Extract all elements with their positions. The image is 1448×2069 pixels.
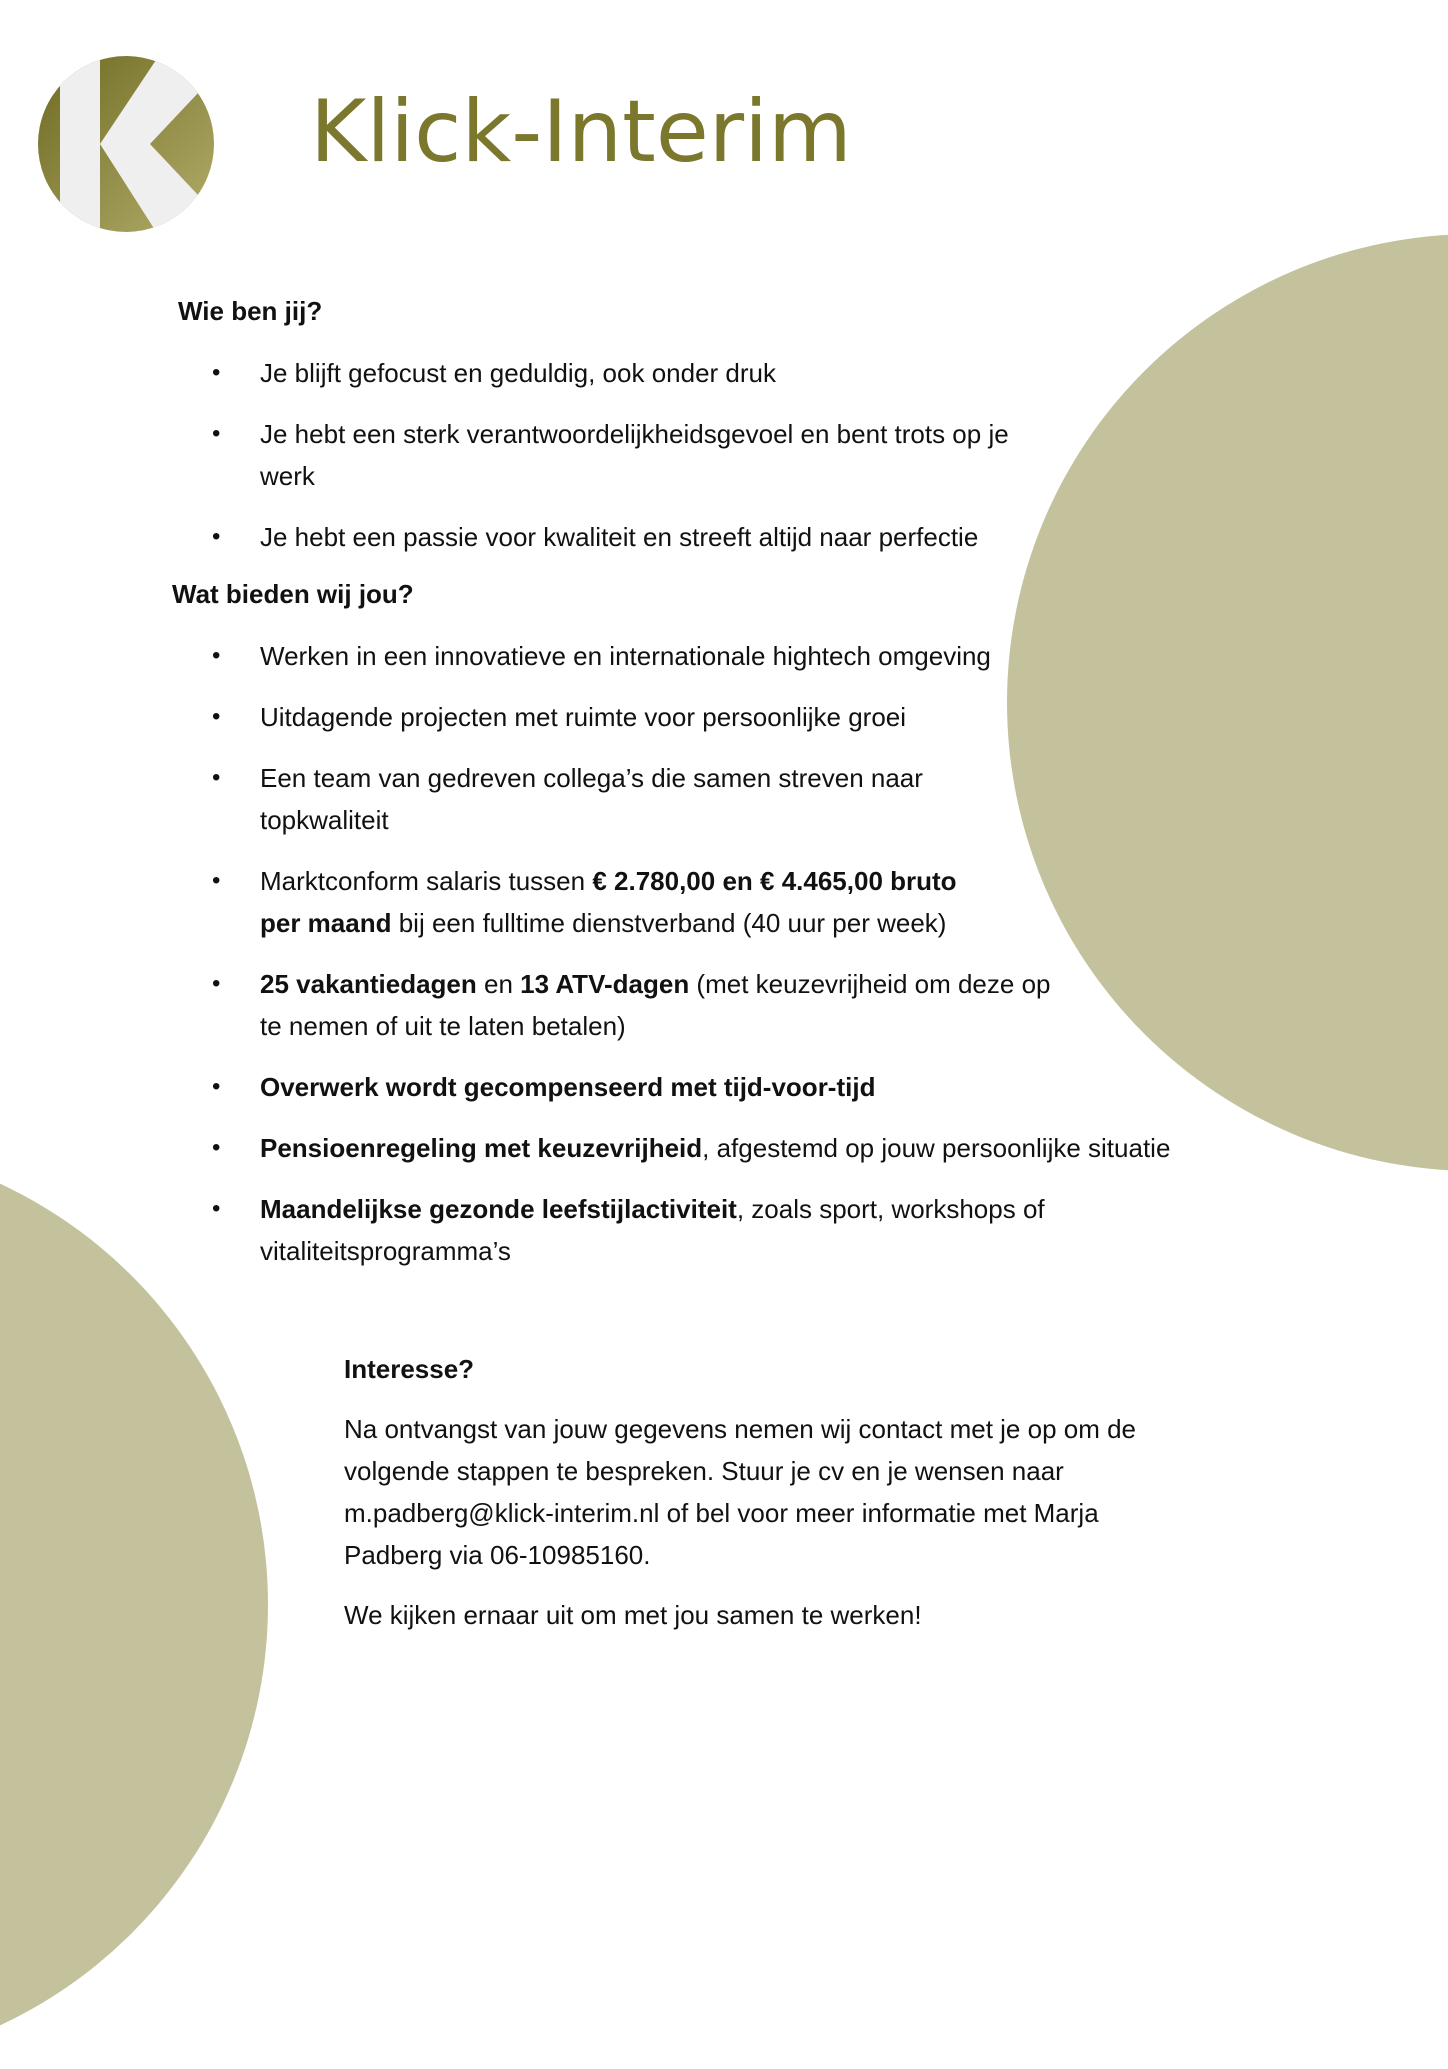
brand-name: Klick-Interim — [310, 82, 852, 182]
who-list — [212, 352, 1292, 577]
heading-offer: Wat bieden wij jou? — [172, 579, 414, 609]
list-item: • Pensioenregeling met keuzevrijheid, afgestemd op jouw persoonlijke situatie — [212, 1127, 1292, 1169]
offer-list — [212, 635, 1292, 1291]
list-item: • Je hebt een sterk verantwoordelijkheidsgevoel en bent trots op je werk — [212, 413, 1292, 497]
list-item: • Maandelijkse gezonde leefstijlactiviteit, zoals sport, workshops of vitaliteitsprogramma’s — [212, 1188, 1292, 1272]
list-item: • Je hebt een passie voor kwaliteit en streeft altijd naar perfectie — [212, 516, 1292, 558]
contact-section — [344, 1348, 1244, 1654]
heading-who: Wie ben jij? — [178, 296, 323, 326]
list-item: • Werken in een innovatieve en internationale hightech omgeving — [212, 635, 1292, 677]
closing-line: We kijken ernaar uit om met jou samen te werken! — [344, 1600, 922, 1630]
list-item: • Een team van gedreven collega’s die samen streven naar topkwaliteit — [212, 757, 1292, 841]
list-item: • Marktconform salaris tussen € 2.780,00 en € 4.465,00 bruto per maand bij een fulltime dienstverband (40 uur per week) — [212, 860, 1292, 944]
klick-interim-logo — [38, 56, 214, 232]
list-item: • Je blijft gefocust en geduldig, ook onder druk — [212, 352, 1292, 394]
list-item: • Overwerk wordt gecompenseerd met tijd-voor-tijd — [212, 1066, 1292, 1108]
heading-interest: Interesse? — [344, 1354, 475, 1384]
contact-paragraph: Na ontvangst van jouw gegevens nemen wij contact met je op om de volgende stappen te bespreken. Stuur je cv en je wensen naar m.padberg@klick-interim.nl of bel voor meer informatie met Marja Padberg via 06-10985160. — [344, 1414, 1137, 1570]
list-item: • Uitdagende projecten met ruimte voor persoonlijke groei — [212, 696, 1292, 738]
list-item: • 25 vakantiedagen en 13 ATV-dagen (met keuzevrijheid om deze op te nemen of uit te laten betalen) — [212, 963, 1292, 1047]
